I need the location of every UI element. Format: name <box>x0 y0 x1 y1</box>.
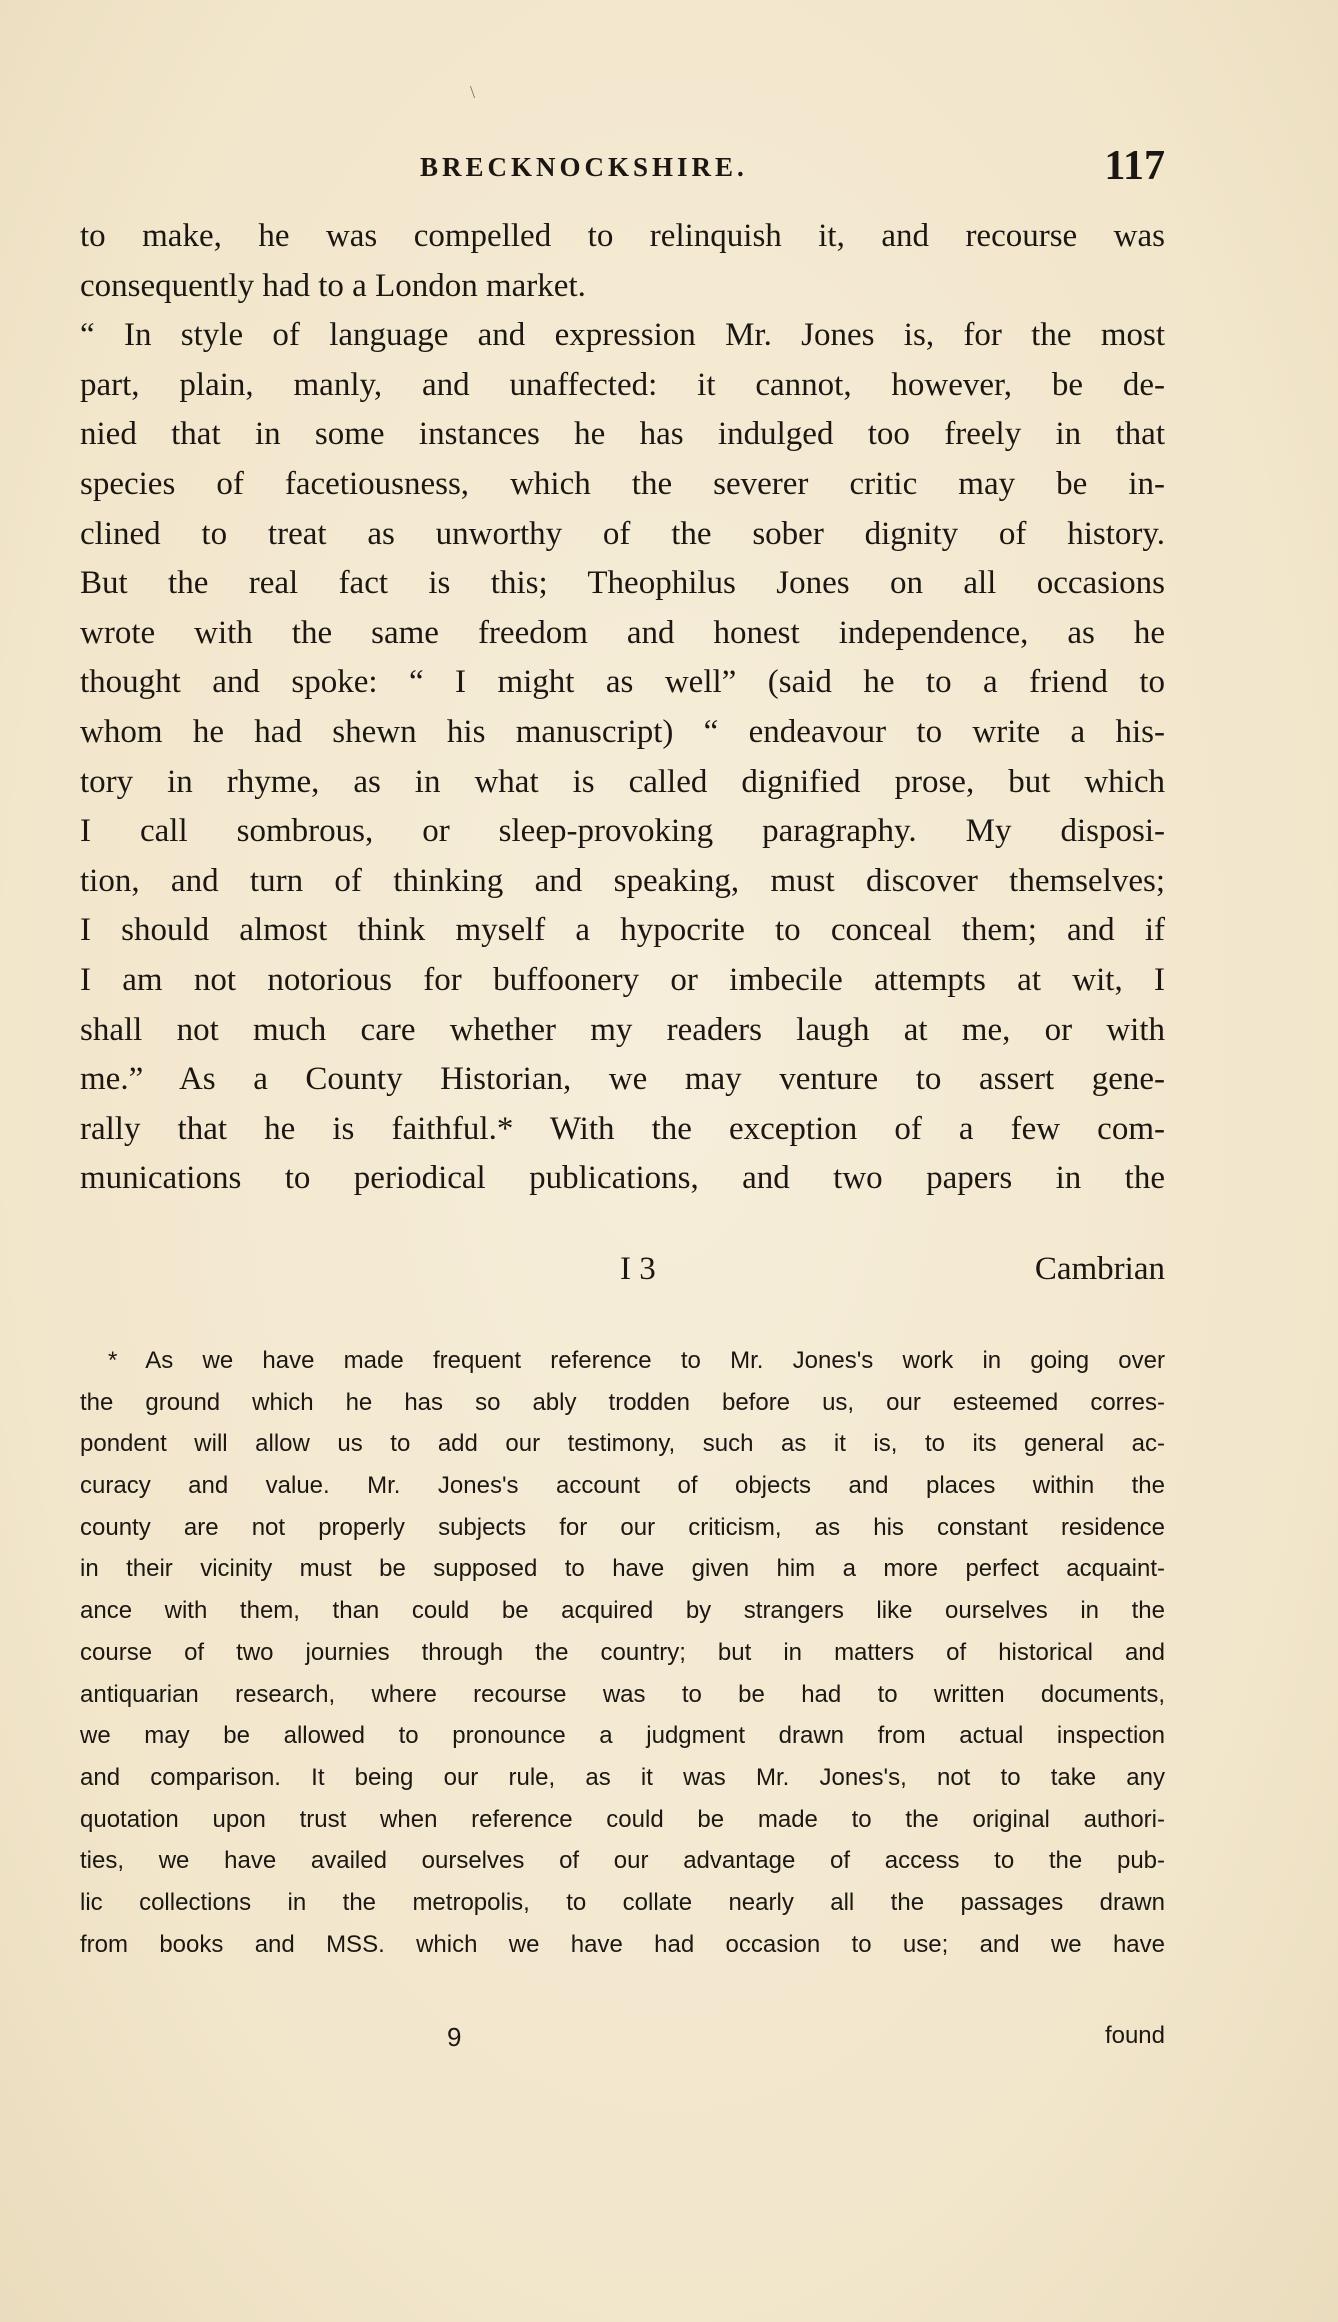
signature-mark: I 3 <box>620 1251 656 1287</box>
footnote-signature-row <box>80 2022 1165 2062</box>
text-line: tion, and turn of thinking and speaking, must discover themselves; <box>80 862 1165 899</box>
footnote-line: course of two journies through the country; but in matters of historical and <box>80 1638 1165 1666</box>
footnote-line: in their vicinity must be supposed to have given him a more perfect acquaint- <box>80 1555 1165 1583</box>
text-line: I am not notorious for buffoonery or imbecile attempts at wit, I <box>80 961 1165 998</box>
text-line: I call sombrous, or sleep-provoking paragraphy. My disposi- <box>80 813 1165 850</box>
footnote-signature: 9 <box>447 2022 462 2052</box>
text-line: wrote with the same freedom and honest independence, as he <box>80 614 1165 651</box>
footnote-line: the ground which he has so ably trodden before us, our esteemed corres- <box>80 1388 1165 1416</box>
footnote <box>80 1340 1165 1965</box>
text-line: rally that he is faithful.* With the exception of a few com- <box>80 1110 1165 1147</box>
footnote-line: from books and MSS. which we have had occasion to use; and we have <box>80 1930 1165 1958</box>
text-line: tory in rhyme, as in what is called dignified prose, but which <box>80 763 1165 800</box>
text-line: munications to periodical publications, and two papers in the <box>80 1160 1165 1197</box>
text-line: species of facetiousness, which the severer critic may be in- <box>80 465 1165 502</box>
text-line: consequently had to a London market. <box>80 267 586 304</box>
page-header <box>80 142 1165 192</box>
footnote-line: we may be allowed to pronounce a judgment drawn from actual inspection <box>80 1722 1165 1750</box>
signature-row <box>80 1251 1165 1301</box>
text-line: shall not much care whether my readers laugh at me, or with <box>80 1011 1165 1048</box>
text-line: whom he had shewn his manuscript) “ endeavour to write a his- <box>80 713 1165 750</box>
text-line: nied that in some instances he has indulged too freely in that <box>80 416 1165 453</box>
footnote-line: curacy and value. Mr. Jones's account of objects and places within the <box>80 1472 1165 1500</box>
text-line: thought and spoke: “ I might as well” (said he to a friend to <box>80 664 1165 701</box>
footnote-line: antiquarian research, where recourse was to be had to written documents, <box>80 1680 1165 1708</box>
footnote-line: * As we have made frequent reference to Mr. Jones's work in going over <box>108 1347 1165 1374</box>
footnote-line: and comparison. It being our rule, as it was Mr. Jones's, not to take any <box>80 1763 1165 1791</box>
catchword: Cambrian <box>1034 1251 1165 1287</box>
footnote-catchword: found <box>1104 2022 1165 2049</box>
page-number: 117 <box>1104 143 1165 189</box>
text-line: part, plain, manly, and unaffected: it cannot, however, be de- <box>80 366 1165 403</box>
text-line: But the real fact is this; Theophilus Jones on all occasions <box>80 565 1165 602</box>
footnote-line: ties, we have availed ourselves of our advantage of access to the pub- <box>80 1847 1165 1875</box>
main-text <box>80 212 1165 1204</box>
footnote-line: pondent will allow us to add our testimony, such as it is, to its general ac- <box>80 1430 1165 1458</box>
footnote-line: county are not properly subjects for our criticism, as his constant residence <box>80 1513 1165 1541</box>
stray-mark: \ <box>470 82 476 102</box>
footnote-line: ance with them, than could be acquired by strangers like ourselves in the <box>80 1597 1165 1625</box>
text-line: to make, he was compelled to relinquish it, and recourse was <box>80 218 1165 254</box>
footnote-line: lic collections in the metropolis, to collate nearly all the passages drawn <box>80 1888 1165 1916</box>
text-line: me.” As a County Historian, we may venture to assert gene- <box>80 1061 1165 1098</box>
footnote-line: quotation upon trust when reference could be made to the original authori- <box>80 1805 1165 1833</box>
text-line: I should almost think myself a hypocrite to conceal them; and if <box>80 912 1165 949</box>
text-line: “ In style of language and expression Mr. Jones is, for the most <box>80 317 1165 354</box>
running-head: BRECKNOCKSHIRE. <box>420 152 748 182</box>
text-line: clined to treat as unworthy of the sober dignity of history. <box>80 515 1165 552</box>
